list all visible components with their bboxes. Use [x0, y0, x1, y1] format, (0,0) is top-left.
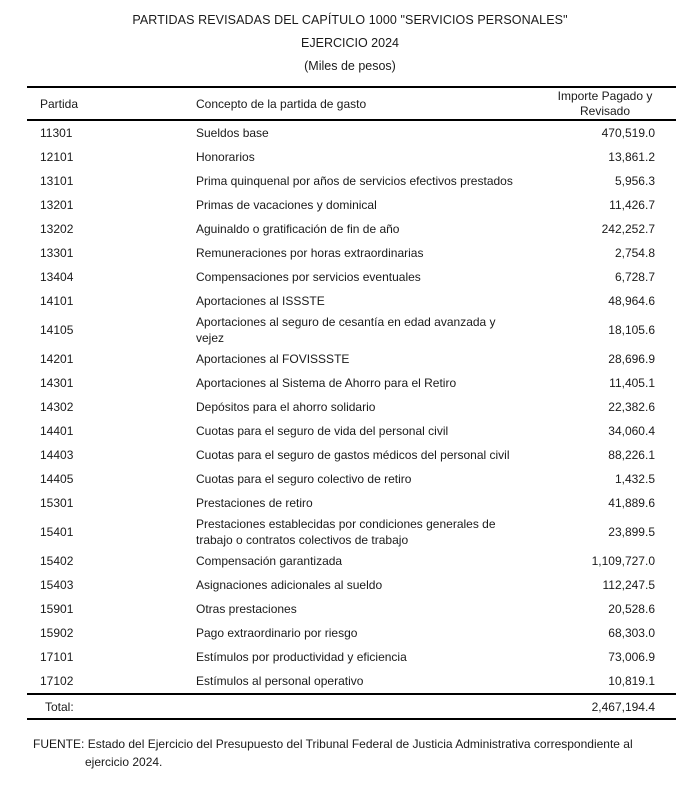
source-text: Estado del Ejercicio del Presupuesto del Tribunal Federal de Justicia Administrativa correspondiente al ejercicio 2024.: [85, 737, 633, 769]
cell-partida: 17102: [40, 674, 74, 688]
cell-concepto: Primas de vacaciones y dominical: [196, 198, 377, 212]
cell-partida: 13101: [40, 174, 74, 188]
cell-importe: 68,303.0: [608, 626, 655, 640]
total-value: 2,467,194.4: [591, 699, 655, 714]
table-row: [27, 549, 676, 573]
cell-concepto: Estímulos al personal operativo: [196, 674, 364, 688]
cell-partida: 12101: [40, 150, 74, 164]
cell-importe: 11,426.7: [609, 198, 655, 212]
table-row: [27, 193, 676, 217]
table-header-row: [27, 86, 676, 121]
table-row: [27, 573, 676, 597]
table-row: [27, 121, 676, 145]
cell-concepto: Cuotas para el seguro colectivo de retiro: [196, 472, 412, 486]
cell-partida: 13202: [40, 222, 74, 236]
cell-importe: 73,006.9: [608, 650, 655, 664]
cell-partida: 14405: [40, 472, 74, 486]
cell-partida: 11301: [40, 126, 73, 140]
cell-importe: 18,105.6: [608, 323, 655, 337]
cell-importe: 1,109,727.0: [591, 554, 655, 568]
table-row: [27, 515, 676, 549]
table-row: [27, 491, 676, 515]
cell-importe: 5,956.3: [614, 174, 655, 188]
cell-partida: 15403: [40, 578, 74, 592]
cell-importe: 242,252.7: [601, 222, 655, 236]
cell-partida: 14401: [40, 424, 74, 438]
cell-concepto: Prestaciones establecidas por condiciones generales de trabajo o contratos colectivos de trabajo: [196, 517, 496, 547]
cell-partida: 13201: [40, 198, 74, 212]
cell-concepto: Pago extraordinario por riesgo: [196, 626, 358, 640]
table-row: [27, 169, 676, 193]
table-row: [27, 289, 676, 313]
cell-concepto: Sueldos base: [196, 126, 269, 140]
cell-partida: 14105: [40, 323, 74, 337]
cell-concepto: Aportaciones al ISSSTE: [196, 294, 325, 308]
source-label: FUENTE:: [33, 737, 85, 751]
table-row: [27, 145, 676, 169]
table-row: [27, 313, 676, 347]
page-subtitle-units: (Miles de pesos): [304, 59, 396, 73]
total-label: Total:: [45, 699, 74, 714]
cell-concepto: Compensación garantizada: [196, 554, 343, 568]
source-note: [33, 735, 670, 771]
table-row: [27, 621, 676, 645]
cell-partida: 15401: [40, 525, 74, 539]
table-total-row: [27, 693, 676, 720]
cell-concepto: Cuotas para el seguro de gastos médicos del personal civil: [196, 448, 510, 462]
cell-concepto: Remuneraciones por horas extraordinarias: [196, 246, 424, 260]
cell-importe: 11,405.1: [609, 376, 655, 390]
cell-concepto: Aguinaldo o gratificación de fin de año: [196, 222, 400, 236]
cell-partida: 15901: [40, 602, 74, 616]
cell-partida: 13404: [40, 270, 74, 284]
cell-concepto: Cuotas para el seguro de vida del personal civil: [196, 424, 449, 438]
cell-importe: 41,889.6: [608, 496, 655, 510]
cell-concepto: Aportaciones al Sistema de Ahorro para el Retiro: [196, 376, 457, 390]
cell-concepto: Aportaciones al seguro de cesantía en edad avanzada y vejez: [196, 315, 496, 345]
page-title: PARTIDAS REVISADAS DEL CAPÍTULO 1000 "SERVICIOS PERSONALES": [132, 13, 568, 27]
cell-importe: 6,728.7: [614, 270, 655, 284]
cell-importe: 112,247.5: [602, 578, 655, 592]
header-partida: Partida: [40, 96, 79, 111]
table-row: [27, 443, 676, 467]
table-row: [27, 371, 676, 395]
cell-partida: 14101: [40, 294, 74, 308]
cell-importe: 20,528.6: [608, 602, 655, 616]
cell-importe: 34,060.4: [608, 424, 655, 438]
cell-partida: 15301: [40, 496, 74, 510]
cell-partida: 14201: [40, 352, 74, 366]
cell-concepto: Prima quinquenal por años de servicios efectivos prestados: [196, 174, 513, 188]
cell-concepto: Depósitos para el ahorro solidario: [196, 400, 376, 414]
cell-importe: 1,432.5: [614, 472, 655, 486]
cell-importe: 470,519.0: [601, 126, 655, 140]
table-row: [27, 395, 676, 419]
header-importe: Importe Pagado y Revisado: [557, 88, 653, 118]
table-row: [27, 467, 676, 491]
cell-partida: 14301: [40, 376, 74, 390]
cell-concepto: Otras prestaciones: [196, 602, 297, 616]
cell-importe: 2,754.8: [614, 246, 655, 260]
header-concepto: Concepto de la partida de gasto: [196, 96, 367, 111]
table-body: [27, 121, 676, 693]
page-subtitle-year: EJERCICIO 2024: [301, 36, 399, 50]
cell-concepto: Compensaciones por servicios eventuales: [196, 270, 421, 284]
cell-importe: 88,226.1: [608, 448, 655, 462]
cell-importe: 23,899.5: [608, 525, 655, 539]
cell-importe: 48,964.6: [608, 294, 655, 308]
table-row: [27, 597, 676, 621]
title-block: [0, 13, 700, 73]
cell-concepto: Honorarios: [196, 150, 255, 164]
cell-partida: 14302: [40, 400, 74, 414]
cell-partida: 14403: [40, 448, 74, 462]
table-row: [27, 265, 676, 289]
table-row: [27, 217, 676, 241]
budget-table: [27, 86, 676, 720]
cell-partida: 13301: [40, 246, 74, 260]
cell-importe: 28,696.9: [608, 352, 655, 366]
cell-concepto: Aportaciones al FOVISSSTE: [196, 352, 350, 366]
table-row: [27, 241, 676, 265]
cell-partida: 15402: [40, 554, 74, 568]
cell-partida: 17101: [40, 650, 74, 664]
cell-concepto: Prestaciones de retiro: [196, 496, 313, 510]
cell-importe: 10,819.1: [608, 674, 655, 688]
cell-importe: 13,861.2: [608, 150, 655, 164]
table-row: [27, 419, 676, 443]
cell-concepto: Asignaciones adicionales al sueldo: [196, 578, 383, 592]
table-row: [27, 669, 676, 693]
table-row: [27, 645, 676, 669]
cell-partida: 15902: [40, 626, 74, 640]
cell-importe: 22,382.6: [608, 400, 655, 414]
table-row: [27, 347, 676, 371]
cell-concepto: Estímulos por productividad y eficiencia: [196, 650, 407, 664]
